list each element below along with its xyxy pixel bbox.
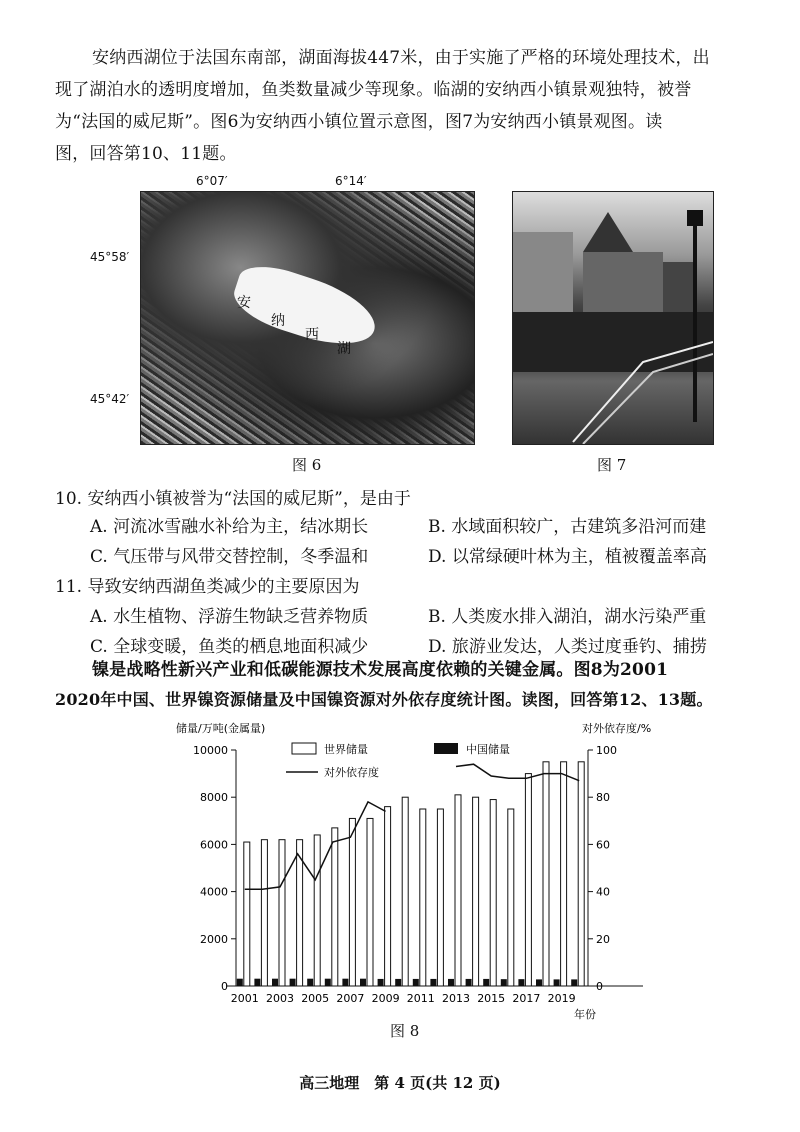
bar-china (430, 979, 436, 986)
bar-china (360, 979, 366, 986)
location-map (140, 191, 475, 445)
bar-china (518, 979, 524, 986)
legend-world-swatch (292, 743, 316, 754)
x-tick-label: 2009 (371, 992, 400, 1005)
map-lon-label-1: 6°07′ (196, 174, 228, 188)
lake-char-3: 西 (305, 327, 319, 343)
intro2-line-2: 2020年中国、世界镍资源储量及中国镍资源对外依存度统计图。读图，回答第12、13题。 (55, 690, 713, 709)
intro-line-2: 现了湖泊水的透明度增加，鱼类数量减少等现象。临湖的安纳西小镇景观独特，被誉 (55, 80, 692, 100)
map-lon-label-2: 6°14′ (335, 174, 367, 188)
bar-china (237, 979, 243, 986)
figure-7-caption: 图 7 (597, 456, 627, 474)
bar-world (473, 797, 479, 986)
x-tick-label: 2005 (301, 992, 330, 1005)
bar-china (501, 979, 507, 986)
intro-line-1: 安纳西湖位于法国东南部，湖面海拔447米，由于实施了严格的环境处理技术，出 (92, 48, 710, 68)
bar-world (279, 840, 285, 986)
bar-world (332, 828, 338, 986)
left-tick-label: 8000 (200, 791, 228, 805)
bar-world (297, 840, 303, 986)
bar-china (483, 979, 489, 986)
legend-dependence-label: 对外依存度 (324, 766, 379, 779)
x-tick-label: 2019 (547, 992, 576, 1005)
q10-option-b[interactable]: B. 水域面积较广，古建筑多沿河而建 (428, 517, 707, 537)
bar-china (413, 979, 419, 986)
left-tick-label: 6000 (200, 838, 228, 852)
bar-world (314, 835, 320, 986)
figure-6-caption: 图 6 (292, 456, 322, 474)
bar-world (508, 809, 514, 986)
bar-china (378, 979, 384, 986)
bar-world (578, 762, 584, 986)
bar-china (342, 979, 348, 986)
bar-world (385, 807, 391, 986)
nickel-chart (0, 712, 800, 1032)
right-axis-title: 对外依存度/% (582, 722, 652, 735)
bar-china (571, 979, 577, 986)
x-tick-label: 2013 (442, 992, 470, 1005)
left-axis-title: 储量/万吨(金属量) (176, 722, 266, 735)
intro-line-3: 为“法国的威尼斯”。图6为安纳西小镇位置示意图，图7为安纳西小镇景观图。读 (55, 112, 663, 132)
bar-world (402, 797, 408, 986)
legend-china-swatch (434, 743, 458, 754)
bar-world (490, 800, 496, 986)
bar-world (455, 795, 461, 986)
bar-china (307, 979, 313, 986)
right-tick-label: 60 (596, 838, 610, 852)
bar-world (349, 818, 355, 986)
bar-china (554, 979, 560, 986)
left-tick-label: 0 (221, 980, 228, 993)
x-tick-label: 2001 (230, 992, 259, 1005)
lake-char-1: 安 (237, 295, 251, 311)
right-tick-label: 0 (596, 980, 603, 993)
page-footer: 高三地理 第 4 页(共 12 页) (299, 1074, 501, 1092)
legend-world-label: 世界储量 (324, 743, 368, 756)
bar-world (244, 842, 250, 986)
bar-world (525, 774, 531, 986)
bar-world (367, 818, 373, 986)
q10-option-c[interactable]: C. 气压带与风带交替控制，冬季温和 (90, 547, 369, 567)
x-tick-label: 2011 (406, 992, 435, 1005)
q11-option-d[interactable]: D. 旅游业发达，人类过度垂钓、捕捞 (428, 637, 707, 657)
x-tick-label: 2003 (266, 992, 294, 1005)
legend-china-label: 中国储量 (466, 743, 510, 756)
right-tick-label: 20 (596, 932, 610, 946)
bar-china (466, 979, 472, 986)
right-tick-label: 100 (596, 744, 617, 757)
left-tick-label: 2000 (200, 932, 228, 946)
bar-china (395, 979, 401, 986)
q11-option-c[interactable]: C. 全球变暖，鱼类的栖息地面积减少 (90, 637, 369, 657)
right-tick-label: 80 (596, 791, 610, 805)
bar-china (272, 979, 278, 986)
bar-china (448, 979, 454, 986)
chart-plot-area (193, 744, 643, 1005)
bar-world (420, 809, 426, 986)
bar-china (254, 979, 260, 986)
bar-world (543, 762, 549, 986)
x-tick-label: 2017 (512, 992, 541, 1005)
q11-stem: 11. 导致安纳西湖鱼类减少的主要原因为 (55, 577, 360, 597)
x-tick-label: 2015 (477, 992, 506, 1005)
town-photo (512, 191, 714, 445)
bar-china (290, 979, 296, 986)
bar-world (437, 809, 443, 986)
bar-world (261, 840, 267, 986)
map-lat-label-2: 45°42′ (90, 392, 130, 406)
q11-option-a[interactable]: A. 水生植物、浮游生物缺乏营养物质 (90, 607, 369, 627)
q10-option-a[interactable]: A. 河流冰雪融水补给为主，结冰期长 (90, 517, 369, 537)
bar-world (561, 762, 567, 986)
q10-option-d[interactable]: D. 以常绿硬叶林为主，植被覆盖率高 (428, 547, 707, 567)
map-lat-label-1: 45°58′ (90, 250, 130, 264)
intro2-line-1: 镍是战略性新兴产业和低碳能源技术发展高度依赖的关键金属。图8为2001 (92, 660, 669, 680)
bar-china (536, 979, 542, 986)
intro-line-4: 图，回答第10、11题。 (55, 144, 237, 164)
x-axis-title: 年份 (574, 1008, 596, 1021)
lake-char-2: 纳 (271, 313, 285, 329)
left-tick-label: 10000 (193, 744, 228, 757)
right-tick-label: 40 (596, 885, 610, 899)
photo-illustration (513, 192, 713, 444)
q11-option-b[interactable]: B. 人类废水排入湖泊，湖水污染严重 (428, 607, 707, 627)
figure-8-caption: 图 8 (390, 1022, 420, 1040)
left-tick-label: 4000 (200, 885, 228, 899)
x-tick-label: 2007 (336, 992, 365, 1005)
q10-stem: 10. 安纳西小镇被誉为“法国的威尼斯”，是由于 (55, 489, 411, 509)
lake-char-4: 湖 (337, 341, 351, 357)
bar-china (325, 979, 331, 986)
